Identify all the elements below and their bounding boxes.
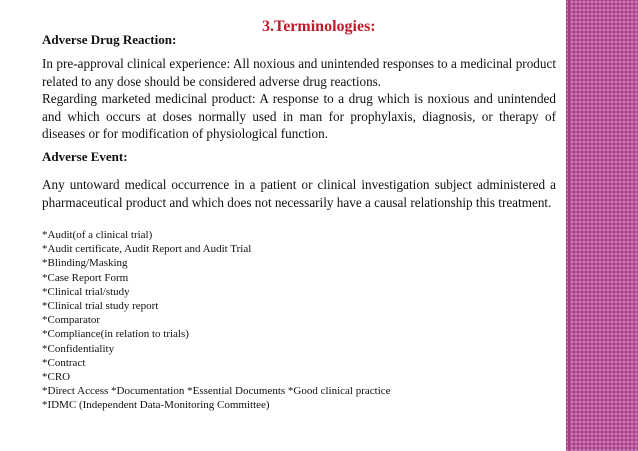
list-item: *Compliance(in relation to trials)	[42, 328, 189, 341]
list-item: *Confidentiality	[42, 342, 115, 355]
list-item: *Clinical trial study report	[42, 300, 159, 313]
list-item: *Audit(of a clinical trial)	[42, 229, 153, 241]
adr-paragraph-preapproval: In pre-approval clinical experience: All noxious and unintended responses to a medicinal product related to any dose should be considered adverse drug reactions.	[42, 56, 556, 89]
list-item: *IDMC (Independent Data-Monitoring Committee)	[42, 399, 270, 412]
ae-heading: Adverse Event:	[42, 149, 128, 164]
list-item: *Contract	[42, 356, 86, 369]
ae-paragraph: Any untoward medical occurrence in a patient or clinical investigation subject administered a pharmaceutical product and which does not necessarily have a causal relationship this treatment.	[42, 177, 556, 210]
terminology-list	[42, 228, 556, 413]
list-item: *Audit certificate, Audit Report and Audit Trial	[42, 243, 252, 256]
decorative-sidebar	[566, 0, 638, 451]
list-item: *Blinding/Masking	[42, 257, 128, 270]
list-item: *Clinical trial/study	[42, 285, 130, 298]
sidebar-divider	[568, 0, 570, 451]
list-item: *Case Report Form	[42, 271, 129, 284]
slide-title: 3.Terminologies:	[262, 18, 376, 35]
list-item: *Comparator	[42, 314, 101, 327]
adr-heading: Adverse Drug Reaction:	[42, 32, 177, 47]
list-item: *Direct Access *Documentation *Essential Documents *Good clinical practice	[42, 385, 391, 398]
adr-paragraph-marketed: Regarding marketed medicinal product: A response to a drug which is noxious and unintended and which occurs at doses normally used in man for prophylaxis, diagnosis, or therapy of diseases or for modification of physiological function.	[42, 91, 556, 141]
list-item: *CRO	[42, 371, 71, 384]
